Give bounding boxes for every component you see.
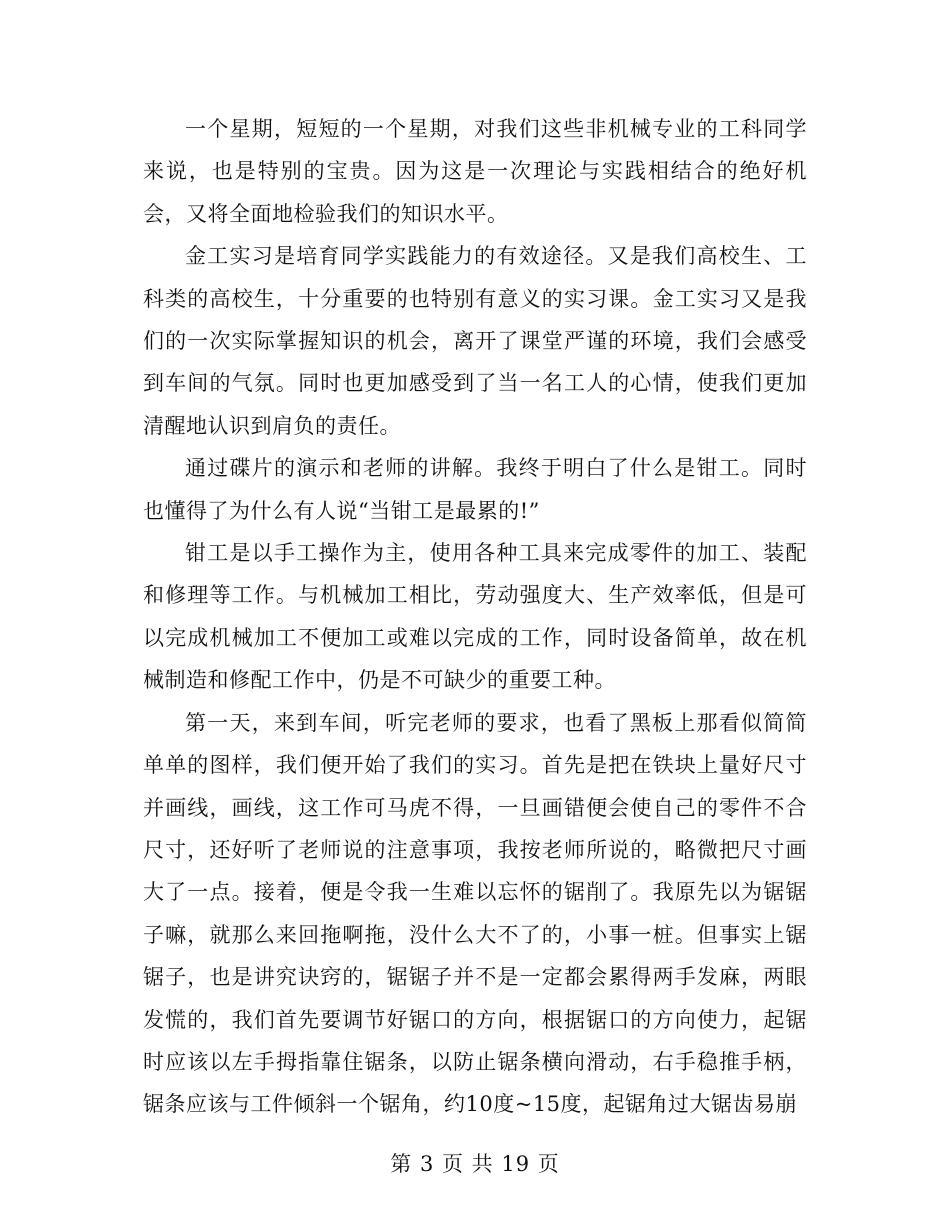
paragraph-3: 通过碟片的演示和老师的讲解。我终于明白了什么是钳工。同时也懂得了为什么有人说“当钳工是最累的!” [143, 456, 807, 523]
page-number-footer: 第 3 页 共 19 页 [390, 1152, 560, 1176]
body-text [143, 108, 807, 1126]
paragraph-5: 第一天，来到车间，听完老师的要求，也看了黑板上那看似简简单单的图样，我们便开始了我们的实习。首先是把在铁块上量好尺寸并画线，画线，这工作可马虎不得，一旦画错便会使自己的零件不合尺寸，还好听了老师说的注意事项，我按老师所说的，略微把尺寸画大了一点。接着，便是令我一生难以忘怀的锯削了。我原先以为锯锯子嘛，就那么来回拖啊拖，没什么大不了的，小事一桩。但事实上锯锯子，也是讲究诀窍的，锯锯子并不是一定都会累得两手发麻，两眼发慌的，我们首先要调节好锯口的方向，根据锯口的方向使力，起锯时应该以左手拇指靠住锯条，以防止锯条横向滑动，右手稳推手柄，锯条应该与工件倾斜一个锯角，约10度~15度，起锯角过大锯齿易崩 [143, 710, 807, 1117]
paragraph-2: 金工实习是培育同学实践能力的有效途径。又是我们高校生、工科类的高校生，十分重要的也特别有意义的实习课。金工实习又是我们的一次实际掌握知识的机会，离开了课堂严谨的环境，我们会感受到车间的气氛。同时也更加感受到了当一名工人的心情，使我们更加清醒地认识到肩负的责任。 [143, 244, 807, 438]
paragraph-4: 钳工是以手工操作为主，使用各种工具来完成零件的加工、装配和修理等工作。与机械加工相比，劳动强度大、生产效率低，但是可以完成机械加工不便加工或难以完成的工作，同时设备简单，故在机械制造和修配工作中，仍是不可缺少的重要工种。 [143, 541, 807, 693]
paragraph-1: 一个星期，短短的一个星期，对我们这些非机械专业的工科同学来说，也是特别的宝贵。因为这是一次理论与实践相结合的绝好机会，又将全面地检验我们的知识水平。 [143, 117, 807, 226]
